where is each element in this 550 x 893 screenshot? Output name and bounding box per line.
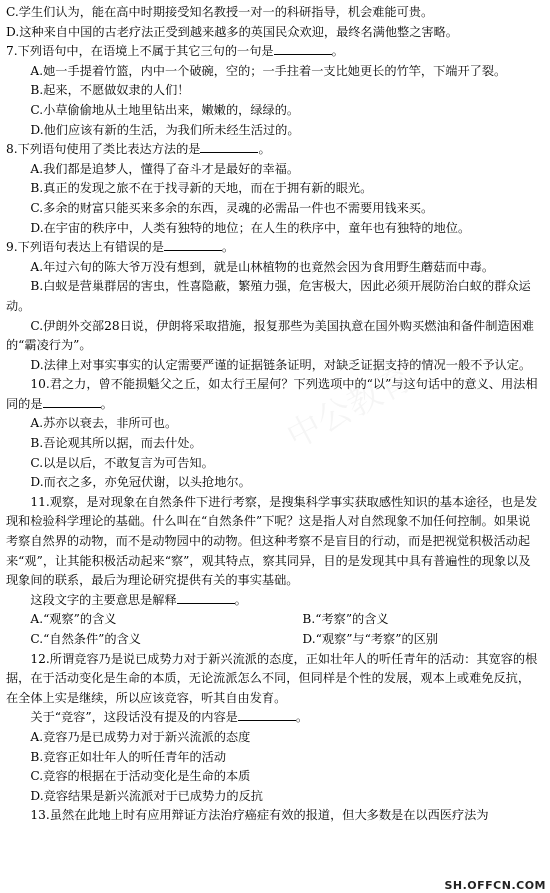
answer-blank bbox=[200, 140, 258, 153]
option-row bbox=[6, 630, 540, 650]
option-a: A.竞容乃是已成势力对于新兴流派的态度 bbox=[30, 729, 251, 744]
site-watermark: SH.OFFCN.COM bbox=[444, 879, 546, 892]
option-c: C.竞容的根据在于活动变化是生命的本质 bbox=[30, 769, 251, 784]
option-d: D.“观察”与“考察”的区别 bbox=[302, 632, 439, 646]
text-line: C.学生们认为，能在高中时期接受知名教授一对一的科研指导，机会难能可贵。 bbox=[6, 5, 434, 19]
option-c: C.伊朗外交部28日说，伊朗将采取措施，报复那些为美国执意在国外购买燃油和备件制造困难的“霸凌行为”。 bbox=[6, 318, 534, 353]
answer-blank bbox=[164, 238, 222, 251]
option-b: B.起来，不愿做奴隶的人们！ bbox=[30, 83, 190, 98]
option-a: A.“观察”的含义 bbox=[30, 612, 117, 627]
text-line: D.这种来自中国的古老疗法正受到越来越多的英国民众欢迎，最终名满他整之害略。 bbox=[6, 24, 458, 39]
question-8-stem: 8.下列语句使用了类比表达方法的是 。 bbox=[6, 142, 271, 157]
option-row bbox=[6, 610, 540, 630]
question-12-stem: 关于“竞容”，这段话没有提及的内容是 。 bbox=[30, 710, 309, 725]
option-d: D.他们应该有新的生活，为我们所未经生活过的。 bbox=[30, 122, 300, 137]
option-c: C.以是以后，不敢复言为可告知。 bbox=[30, 455, 214, 470]
answer-blank bbox=[238, 708, 296, 721]
option-a: A.苏亦以衰去，非所可也。 bbox=[30, 416, 178, 431]
option-c: C.小草偷偷地从土地里钻出来，嫩嫩的，绿绿的。 bbox=[30, 102, 300, 117]
question-9-stem: 9.下列语句表达上有错误的是 。 bbox=[6, 240, 235, 255]
option-c: C.多余的财富只能买来多余的东西，灵魂的必需品一件也不需要用钱来买。 bbox=[30, 200, 434, 215]
question-11-stem: 这段文字的主要意思是解释 。 bbox=[30, 592, 247, 607]
option-d: D.法律上对事实事实的认定需要严谨的证据链条证明，对缺乏证据支持的情况一般不予认定。 bbox=[30, 357, 532, 372]
answer-blank bbox=[177, 591, 235, 604]
question-12-passage: 12.所谓竞容乃是说已成势力对于新兴流派的态度，正如壮年人的听任青年的活动：其宽容的根据，在于活动变化是生命的本质，无论流派怎么不同，但同样是个性的发展，观本上或难免反抗，在全体上实是继续，所以应该竞容，听其自由发育。 bbox=[6, 651, 538, 705]
option-b: B.吾论观其所以据，而去什处。 bbox=[30, 436, 202, 451]
question-11-passage: 11.观察，是对现象在自然条件下进行考察，是搜集科学事实获取感性知识的基本途径，也是发现和检验科学理论的基础。什么叫在“自然条件”下呢？这是指人对自然现象不加任何控制。如果说考察自然界的动物，而不是动物园中的动物。但这种考察不是盲目的行动，而是把视觉积极活动起来“观”，让其能积极活动起来“察”，观其特点，察其同异，目的是发现其中具有普遍性的现象以及现象间的联系，最后为理论研究提供有关的事实基础。 bbox=[6, 494, 538, 588]
option-d: D.在宇宙的秩序中，人类有独特的地位；在人生的秩序中，童年也有独特的地位。 bbox=[30, 220, 471, 235]
answer-blank bbox=[274, 42, 332, 55]
question-10-stem: 10.君之力，曾不能损魁父之丘，如太行王屋何？下列选项中的“以”与这句话中的意义、用法相同的是 。 bbox=[6, 377, 538, 411]
answer-blank bbox=[43, 395, 101, 408]
option-d: D.竞容结果是新兴流派对于已成势力的反抗 bbox=[30, 788, 263, 803]
option-a: A.我们都是追梦人，懂得了奋斗才是最好的幸福。 bbox=[30, 161, 300, 176]
option-b: B.白蚁是营巢群居的害虫，性喜隐蔽，繁殖力强，危害极大，因此必须开展防治白蚁的群众运动。 bbox=[6, 279, 531, 313]
option-a: A.她一手提着竹篮，内中一个破碗，空的；一手拄着一支比她更长的竹竿，下端开了裂。 bbox=[30, 63, 507, 78]
option-d: D.而衣之多，亦免冠伏谢，以头抢地尔。 bbox=[30, 475, 251, 490]
option-b: B.“考察”的含义 bbox=[302, 612, 389, 627]
option-c: C.“自然条件”的含义 bbox=[30, 632, 141, 646]
option-a: A.年过六旬的陈大爷万没有想到，就是山林植物的也竟然会因为食用野生蘑菇而中毒。 bbox=[30, 259, 495, 274]
question-13-stem: 13.虽然在此地上时有应用辩证方法治疗癌症有效的报道，但大多数是在以西医疗法为 bbox=[30, 808, 489, 823]
question-7-stem: 7.下列语句中，在语境上不属于其它三句的一句是 。 bbox=[6, 44, 344, 59]
option-b: B.真正的发现之旅不在于找寻新的天地，而在于拥有新的眼光。 bbox=[30, 181, 373, 196]
option-b: B.竞容正如壮年人的听任青年的活动 bbox=[30, 749, 227, 764]
